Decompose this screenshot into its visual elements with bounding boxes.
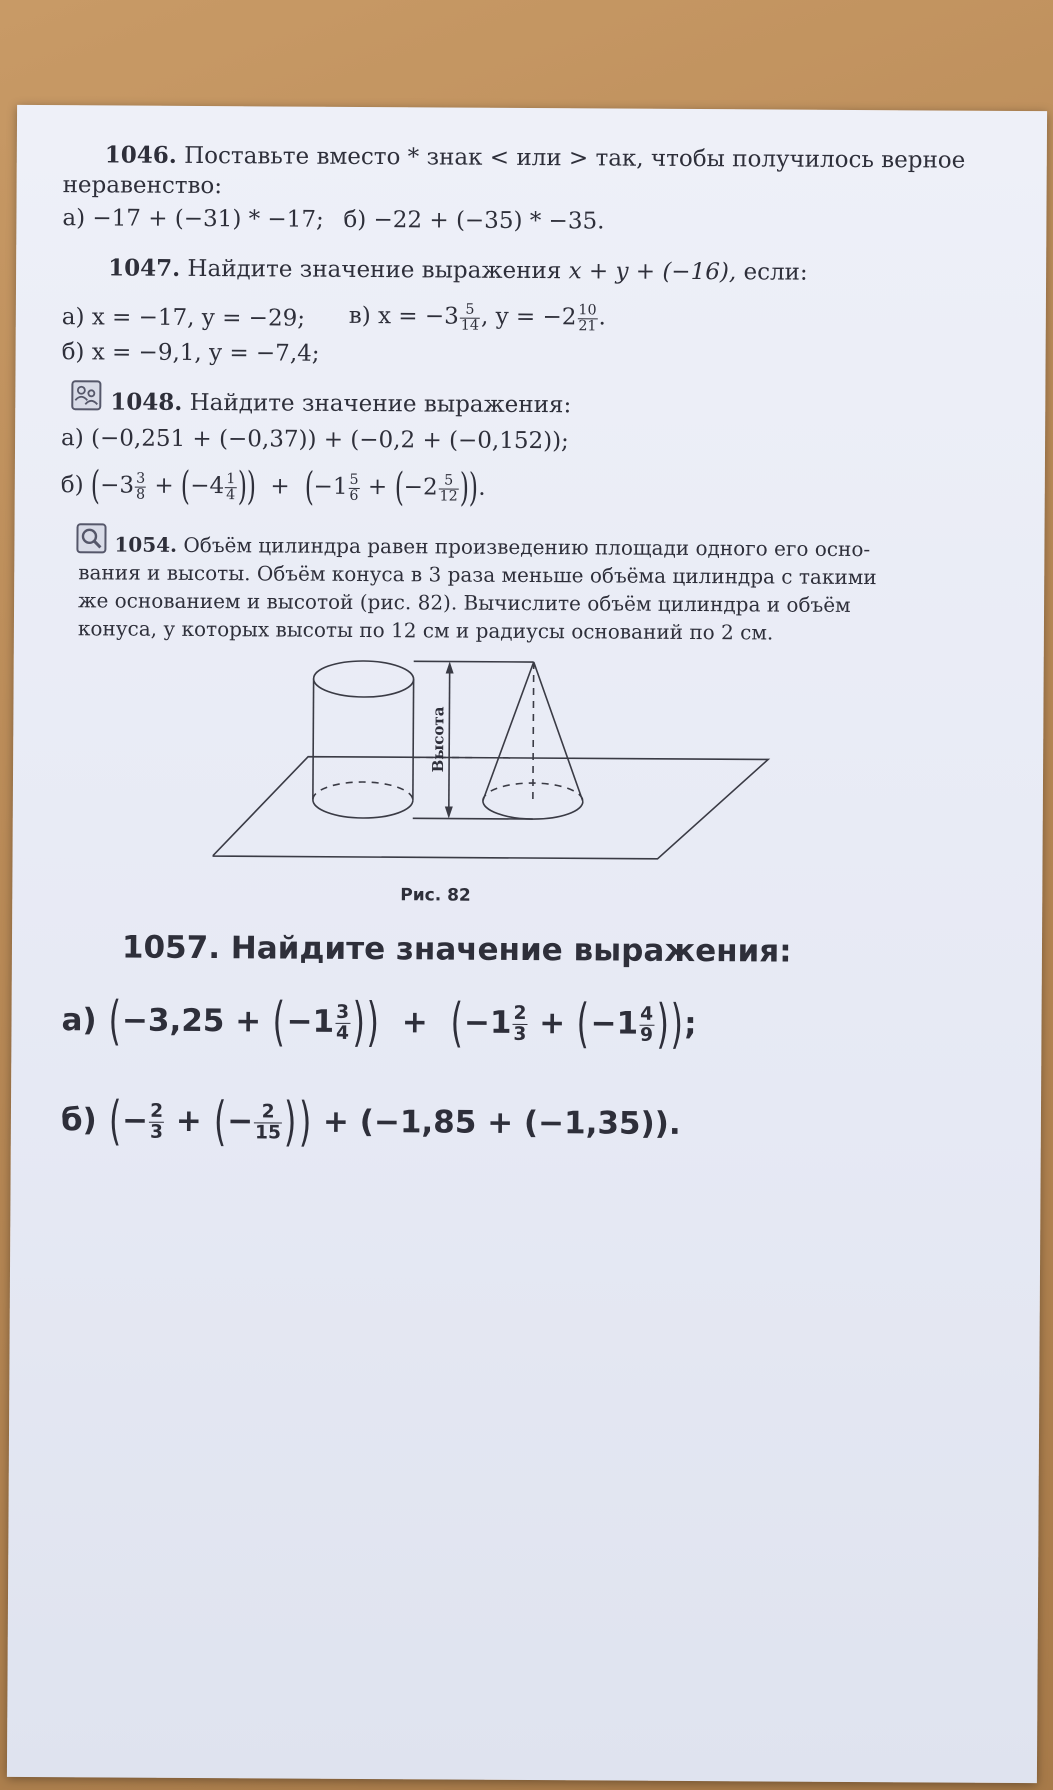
fraction: $\frac{4}{9}$ xyxy=(639,1004,654,1046)
figure-caption: Рис. 82 xyxy=(400,885,471,906)
problem-1047-prompt: Найдите значение выражения xyxy=(187,255,569,285)
problem-1047-b: б) x = −9,1, y = −7,4; xyxy=(61,339,320,367)
problem-1057-line1 xyxy=(122,926,792,974)
problem-1048-a: а) (−0,251 + (−0,37)) + (−0,2 + (−0,152)); xyxy=(61,425,569,455)
fraction: $\frac{3}{4}$ xyxy=(335,1002,350,1044)
problem-1048-line1 xyxy=(110,387,571,420)
problem-1048-number: 1048. xyxy=(110,388,183,416)
fraction: $\frac{5}{6}$ xyxy=(349,471,359,504)
cylinder-base-front xyxy=(313,800,413,819)
group-work-icon xyxy=(71,380,101,410)
problem-1054-line4: конуса, у которых высоты по 12 см и радиусы оснований по 2 см. xyxy=(77,616,774,645)
cone-side-left xyxy=(483,662,534,801)
fraction: $\frac{2}{3}$ xyxy=(513,1003,527,1045)
problem-1048-b: б) (−3 $\frac{3}{8}$ + (−4 $\frac{1}{4}$ )) + (−1 $\frac{5}{6}$ + (−2 $\frac{5}{12}$ )). xyxy=(60,463,486,512)
problem-1047-number: 1047. xyxy=(108,254,181,282)
cylinder-base-back xyxy=(313,782,413,801)
problem-1047-expression: x + y + (−16), xyxy=(568,258,737,286)
fraction: $\frac{3}{8}$ xyxy=(135,470,146,503)
problem-1046-b: б) −22 + (−35) * −35. xyxy=(343,206,605,235)
problem-1057-a: а) (−3,25 + (−1 $\frac{3}{4}$ )) + (−1 $\frac{2}{3}$ + (−1 $\frac{4}{9}$ )); xyxy=(61,990,697,1056)
problem-1046-line1 xyxy=(105,140,966,175)
problem-1047-v-y: , y = −2 xyxy=(480,303,577,331)
problem-1047-v-x: в) x = −3 xyxy=(348,302,459,330)
problem-1057-number: 1057. xyxy=(121,929,221,967)
problem-1046-line2: неравенство: xyxy=(62,172,223,200)
problem-1054-number: 1054. xyxy=(114,532,178,557)
magnifier-icon xyxy=(76,523,106,553)
problem-1057-b: б) (− $\frac{2}{3}$ + (− $\frac{2}{15}$ )) + (−1,85 + (−1,35)). xyxy=(60,1090,681,1153)
problem-1046-text: Поставьте вместо * знак < или > так, чтобы получилось верное xyxy=(184,142,966,174)
problem-1046-a: а) −17 + (−31) * −17; xyxy=(62,205,324,233)
fraction: $\frac{1}{4}$ xyxy=(226,470,236,503)
height-label: Высота xyxy=(429,706,448,773)
figure-cylinder-cone xyxy=(212,646,773,879)
problem-1047-v: в) x = −3 $\frac{5}{14}$ , y = −2 $\frac{10}{21}$ . xyxy=(348,301,606,334)
problem-1047-a: а) x = −17, y = −29; xyxy=(61,304,306,332)
fraction: $\frac{2}{15}$ xyxy=(255,1101,282,1144)
problem-1054-line2: вания и высоты. Объём конуса в 3 раза меньше объёма цилиндра с такими xyxy=(78,560,877,590)
problem-1047-line1 xyxy=(108,253,808,287)
problem-1054-line1: 1054. Объём цилиндра равен произведению площади одного его осно- xyxy=(114,532,871,562)
textbook-page xyxy=(7,105,1047,1783)
problem-1048-prompt: Найдите значение выражения: xyxy=(189,389,572,419)
problem-1047-prompt-end: если: xyxy=(736,259,808,286)
cylinder-top xyxy=(314,661,414,698)
problem-1057-prompt: Найдите значение выражения: xyxy=(230,930,792,970)
cone-side-right xyxy=(533,662,584,801)
cone-base-front xyxy=(483,801,583,820)
fraction: $\frac{5}{14}$ xyxy=(460,301,479,334)
fraction: $\frac{5}{12}$ xyxy=(439,472,458,505)
height-arrow xyxy=(449,664,450,817)
problem-1046-number: 1046. xyxy=(104,141,177,169)
problem-1054-line3: же основанием и высотой (рис. 82). Вычислите объём цилиндра и объём xyxy=(78,588,851,617)
fraction: $\frac{2}{3}$ xyxy=(149,1101,164,1143)
base-plane xyxy=(213,756,769,859)
fraction: $\frac{10}{21}$ xyxy=(578,301,597,334)
